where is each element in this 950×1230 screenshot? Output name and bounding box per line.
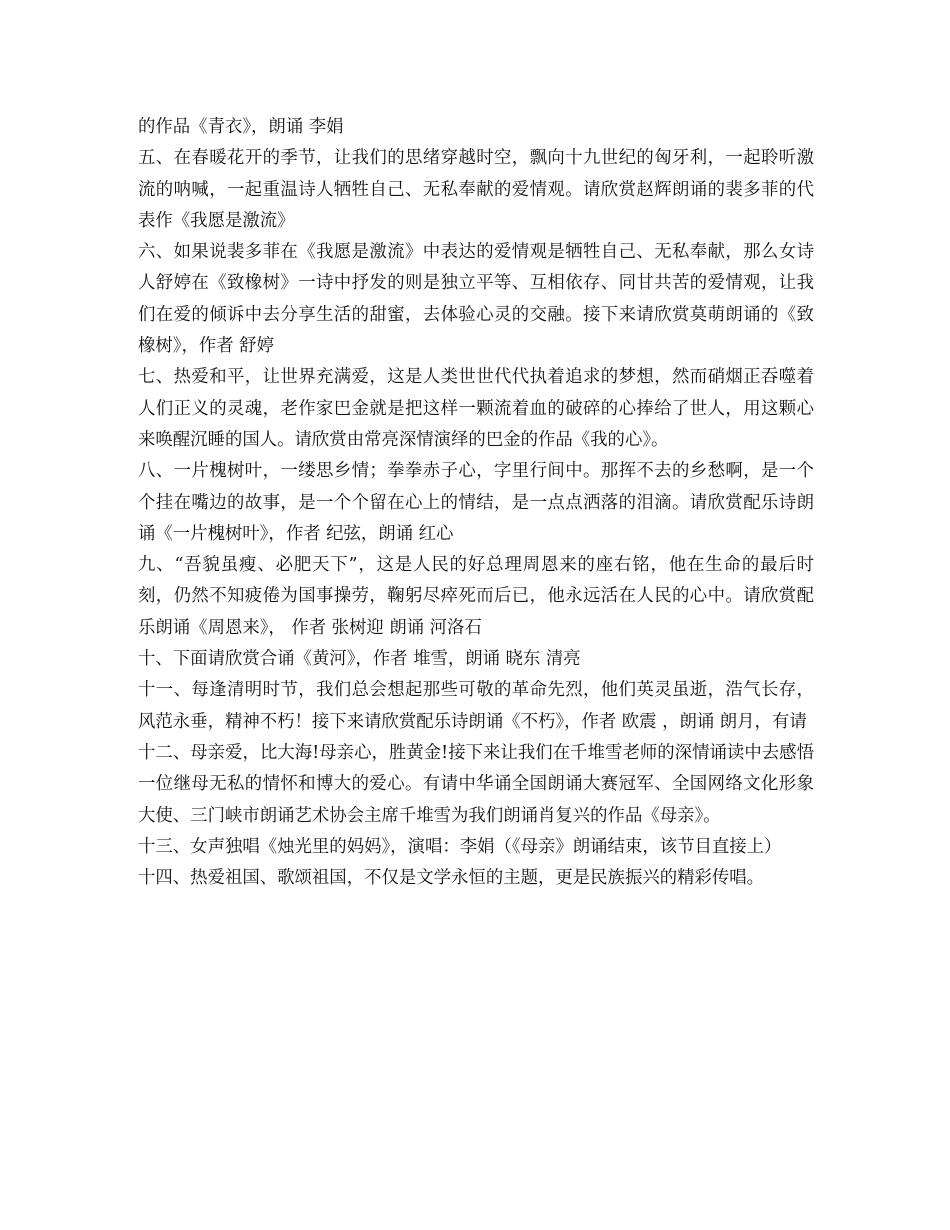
paragraph-item-6: 六、如果说裴多菲在《我愿是激流》中表达的爱情观是牺牲自己、无私奉献，那么女诗人舒婷在《致橡树》一诗中抒发的则是独立平等、互相依存、同甘共苦的爱情观，让我们在爱的倾诉中去分享生活的甜蜜，去体验心灵的交融。接下来请欣赏莫萌朗诵的《致橡树》，作者 舒婷 — [138, 242, 814, 357]
paragraph-item-5: 五、在春暖花开的季节，让我们的思绪穿越时空，飘向十九世纪的匈牙利，一起聆听激流的呐喊，一起重温诗人牺牲自己、无私奉献的爱情观。请欣赏赵辉朗诵的裴多菲的代表作《我愿是激流》 — [138, 148, 814, 231]
paragraph-qingyi-credit: 的作品《青衣》，朗诵 李娟 — [138, 117, 344, 137]
paragraph-item-9: 九、“吾貌虽瘦、必肥天下”，这是人民的好总理周恩来的座右铭，他在生命的最后时刻，仍然不知疲倦为国事操劳，鞠躬尽瘁死而后已，他永远活在人民的心中。请欣赏配乐朗诵《周恩来》， 作者 张树迎 朗诵 河洛石 — [138, 555, 814, 638]
paragraph-item-11: 十一、每逢清明时节，我们总会想起那些可敬的革命先烈，他们英灵虽逝，浩气长存，风范永垂，精神不朽！接下来请欣赏配乐诗朗诵《不朽》，作者 欧震 ，朗诵 朗月，有请 — [138, 680, 814, 732]
paragraph-item-14: 十四、热爱祖国、歌颂祖国，不仅是文学永恒的主题，更是民族振兴的精彩传唱。 — [138, 868, 765, 889]
paragraph-item-8: 八、一片槐树叶，一缕思乡情；拳拳赤子心，字里行间中。那挥不去的乡愁啊，是一个个挂在嘴边的故事，是一个个留在心上的情结，是一点点洒落的泪滴。请欣赏配乐诗朗诵《一片槐树叶》，作者 纪弦，朗诵 红心 — [138, 461, 814, 544]
document-body — [138, 112, 814, 894]
paragraph-item-10: 十、下面请欣赏合诵《黄河》，作者 堆雪，朗诵 晓东 清亮 — [138, 649, 581, 670]
paragraph-item-7: 七、热爱和平，让世界充满爱，这是人类世世代代执着追求的梦想，然而硝烟正吞噬着人们正义的灵魂，老作家巴金就是把这样一颗流着血的破碎的心捧给了世人，用这颗心来唤醒沉睡的国人。请欣赏由常亮深情演绎的巴金的作品《我的心》。 — [138, 367, 814, 450]
paragraph-item-13: 十三、女声独唱《烛光里的妈妈》，演唱：李娟（《母亲》朗诵结束，该节目直接上） — [138, 836, 782, 857]
paragraph-item-12: 十二、母亲爱，比大海!母亲心，胜黄金!接下来让我们在千堆雪老师的深情诵读中去感悟一位继母无私的情怀和博大的爱心。有请中华诵全国朗诵大赛冠军、全国网络文化形象大使、三门峡市朗诵艺术协会主席千堆雪为我们朗诵肖复兴的作品《母亲》。 — [138, 742, 814, 826]
